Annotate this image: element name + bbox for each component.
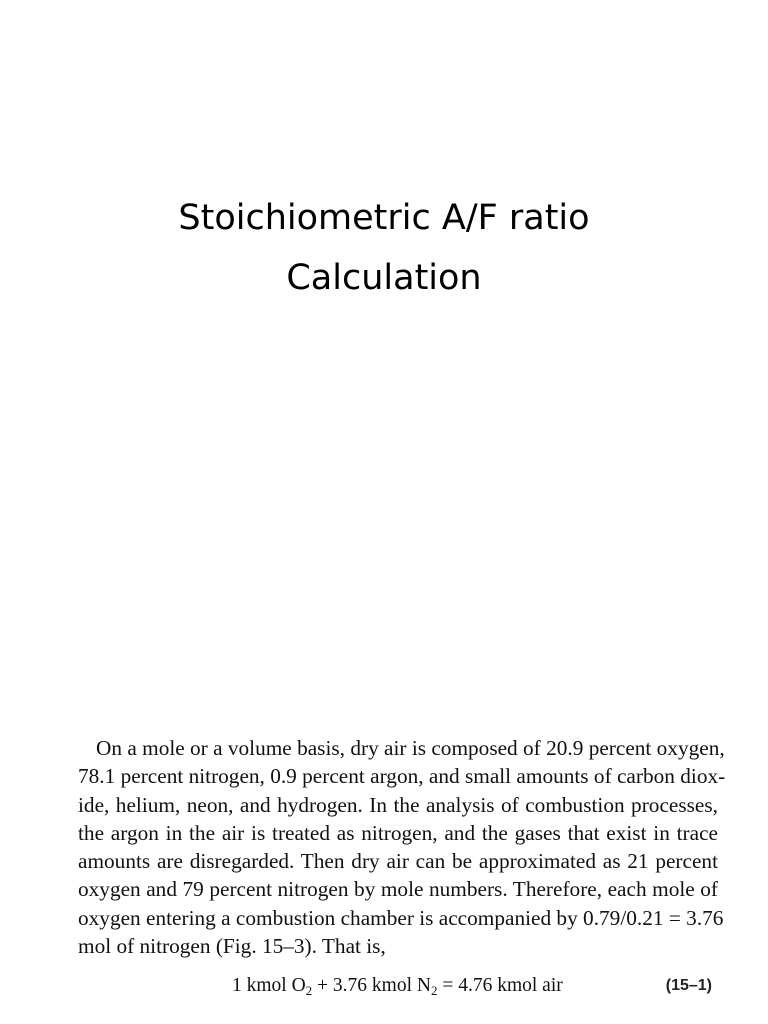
equation-part: 1 kmol O bbox=[232, 975, 306, 996]
slide-title-line-1: Stoichiometric A/F ratio bbox=[178, 198, 590, 238]
equation-subscript: 2 bbox=[430, 983, 438, 998]
textbook-excerpt bbox=[78, 734, 726, 960]
equation-row bbox=[78, 972, 712, 1000]
excerpt-line: 78.1 percent nitrogen, 0.9 percent argon, and small amounts of carbon diox- bbox=[78, 764, 726, 789]
excerpt-line: On a mole or a volume basis, dry air is composed of 20.9 percent oxygen, bbox=[96, 736, 725, 760]
excerpt-line: mol of nitrogen (Fig. 15–3). That is, bbox=[78, 934, 386, 959]
excerpt-line: oxygen entering a combustion chamber is accompanied by 0.79/0.21 = 3.76 bbox=[78, 905, 724, 930]
equation-part: = 4.76 kmol air bbox=[437, 975, 563, 996]
excerpt-line: oxygen and 79 percent nitrogen by mole numbers. Therefore, each mole of bbox=[78, 877, 718, 902]
slide-title bbox=[0, 188, 768, 308]
equation-part: + 3.76 kmol N bbox=[312, 975, 431, 996]
excerpt-line: amounts are disregarded. Then dry air can be approximated as 21 percent bbox=[78, 849, 718, 874]
equation-subscript: 2 bbox=[305, 983, 313, 998]
excerpt-line: ide, helium, neon, and hydrogen. In the analysis of combustion processes, bbox=[78, 792, 718, 817]
excerpt-line: the argon in the air is treated as nitrogen, and the gases that exist in trace bbox=[78, 820, 718, 845]
equation bbox=[232, 972, 563, 1000]
slide-title-line-2: Calculation bbox=[286, 258, 482, 298]
equation-number: (15–1) bbox=[665, 977, 712, 994]
